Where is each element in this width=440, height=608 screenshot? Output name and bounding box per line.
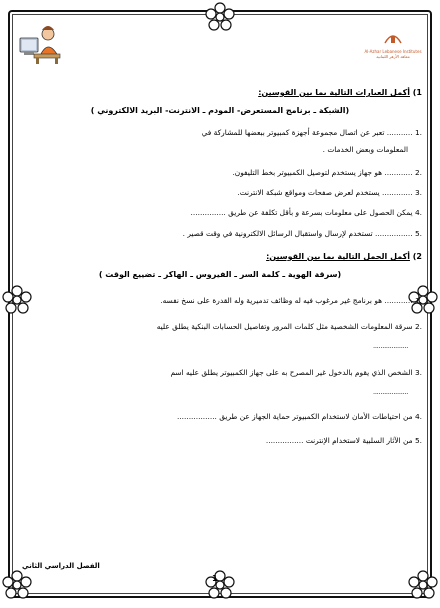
q2-item-3-blank: ................... [372,387,408,396]
question-2-title: أكمل الجمل التالية بما بين القوسين: [266,252,410,261]
question-1-number: 1) [412,88,422,97]
question-1-title: أكمل العبارات التالية بما بين القوسين: [258,88,410,97]
q1-item-5: .5 ................ تستخدم لإرسال واستقبال الرسائل الالكترونية في وقت قصير . [182,229,422,238]
q2-item-5: .5 من الآثار السلبية لاستخدام الإنترنت ................ [265,436,422,445]
flower-ornament-bottom-right-icon [408,570,438,600]
flower-ornament-bottom-left-icon [2,570,32,600]
school-logo [364,30,422,64]
question-2-heading [18,252,422,261]
q1-item-2: .2 ............ هو جهاز يستخدم لتوصيل الكمبيوتر بخط التليفون. [232,168,422,177]
logo-emblem-icon [384,31,402,45]
q2-item-4: .4 من احتياطات الأمان لاستخدام الكمبيوتر حماية الجهاز عن طريق ................. [176,412,422,421]
q2-item-3-text: الشخص الذي يقوم بالدخول غير المصرح به على جهاز الكمبيوتر يطلق عليه اسم [170,368,413,377]
q1-item-4-text: يمكن الحصول على معلومات بسرعة و بأقل تكلفة عن طريق ............... [190,208,413,217]
logo-text-english: Al-Azhar Lebanese Institutes [364,49,422,54]
q1-item-1-text: ........... تعبر عن اتصال مجموعة أجهزة كمبيوتر ببعضها للمشاركة في [201,128,413,137]
q1-item-5-text: ................ تستخدم لإرسال واستقبال الرسائل الالكترونية في وقت قصير . [182,229,413,238]
q2-item-3: .3 الشخص الذي يقوم بالدخول غير المصرح به على جهاز الكمبيوتر يطلق عليه اسم [170,368,422,377]
q1-item-1-continued: المعلومات وبعض الخدمات . [322,145,408,154]
q1-item-1: .1 ........... تعبر عن اتصال مجموعة أجهزة كمبيوتر ببعضها للمشاركة في [201,128,422,137]
question-2-number: 2) [412,252,422,261]
logo-text-arabic: معاهد الأزهر اللبنانية [376,54,410,59]
question-1-heading [18,88,422,97]
q2-item-2-text: سرقة المعلومات الشخصية مثل كلمات المرور وتفاصيل الحسابات البنكية يطلق عليه [156,322,413,331]
question-2-word-bank: (سرقة الهوية ـ كلمة السر ـ الفيروس ـ الهاكر ـ تضييع الوقت ) [98,270,342,279]
q1-item-3-text: ............. يستخدم لعرض صفحات ومواقع شبكة الانترنت. [237,188,413,197]
q2-item-2: .2 سرقة المعلومات الشخصية مثل كلمات المرور وتفاصيل الحسابات البنكية يطلق عليه [156,322,422,331]
q1-item-4: .4 يمكن الحصول على معلومات بسرعة و بأقل تكلفة عن طريق ............... [190,208,422,217]
q2-item-1-text: ............ هو برنامج غير مرغوب فيه له وظائف تدميرية وله القدرة على نسخ نفسه. [160,296,413,305]
q2-item-4-text: من احتياطات الأمان لاستخدام الكمبيوتر حماية الجهاز عن طريق ................. [176,412,413,421]
q1-item-2-text: ............ هو جهاز يستخدم لتوصيل الكمبيوتر بخط التليفون. [232,168,413,177]
page-number: 1 [212,574,218,583]
flower-ornament-bottom-icon [205,570,235,600]
q2-item-1: .1 ............ هو برنامج غير مرغوب فيه له وظائف تدميرية وله القدرة على نسخ نفسه. [160,296,422,305]
computer-user-clipart-icon [18,20,62,64]
footer-term: الفصل الدراسي الثاني [22,562,100,570]
question-1-word-bank: (الشبكة ـ برنامج المستعرض- المودم ـ الانترنت- البريد الالكتروني ) [90,106,350,115]
q1-item-3: .3 ............. يستخدم لعرض صفحات ومواقع شبكة الانترنت. [237,188,422,197]
q2-item-2-blank: ................... [372,341,408,350]
q2-item-5-text: من الآثار السلبية لاستخدام الإنترنت ................ [265,436,413,445]
flower-ornament-top-icon [205,2,235,32]
